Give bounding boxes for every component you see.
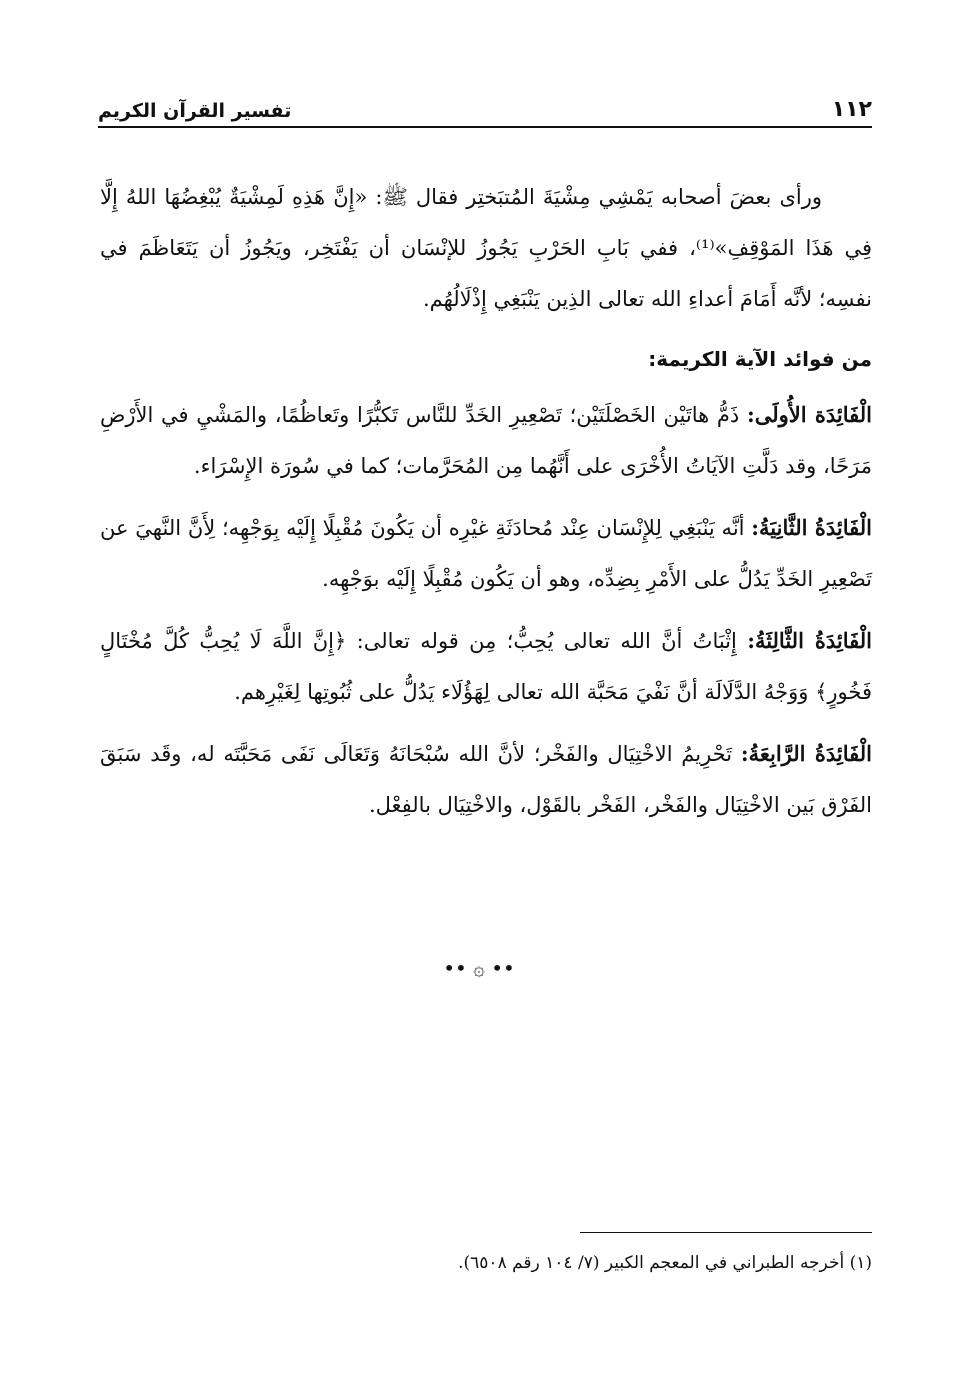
benefit-3 <box>100 615 872 718</box>
benefit-2 <box>100 502 872 605</box>
page-header <box>98 92 872 128</box>
page-body <box>100 172 872 831</box>
benefit-1-label: الْفَائِدَة الأُولَى: <box>746 402 872 427</box>
page-number: ١١٢ <box>831 97 872 122</box>
benefit-4-text: تَحْرِيمُ الاخْتِيَال والفَخْر؛ لأنَّ الله سُبْحَانَهُ وَتَعَالَى نَفَى مَحَبَّتَه له، وقَد سَبَقَ الفَرْق بَين الاخْتِيَال والفَخْر، الفَخْر بالقَوْل، والاخْتِيَال بالفِعْل. <box>100 742 872 817</box>
intro-paragraph: ورأى بعضَ أصحابه يَمْشِي مِشْيَةَ المُتبَختِر فقال ﷺ: «إِنَّ هَذِهِ لَمِشْيَةٌ يُبْغِضُهَا اللهُ إِلَّا فِي هَذَا المَوْقِفِ»⁽¹⁾، ففي بَابِ الحَرْبِ يَجُوزُ للإنْسَان أن يَفْتَخِر، ويَجُوزُ أن يَتَعَاظَمَ في نفسِه؛ لأنَّه أَمَامَ أعداءِ الله تعالى الذِين يَنْبَغِي إِذْلَالُهُم. <box>100 185 872 311</box>
footnote-divider <box>580 1232 872 1233</box>
benefit-1 <box>100 389 872 492</box>
running-title: تفسير القرآن الكريم <box>98 100 292 122</box>
benefit-3-label: الْفَائِدَةُ الثَّالِثَةُ: <box>747 628 872 653</box>
section-heading: من فوائد الآية الكريمة: <box>648 347 872 371</box>
benefit-3-text: إِثْبَاتُ أنَّ الله تعالى يُحِبُّ؛ مِن قوله تعالى: ﴿إِنَّ اللَّهَ لَا يُحِبُّ كُلَّ مُخْتَالٍ فَخُورٍ﴾ وَوَجْهُ الدَّلَالَة أنَّ نَفْيَ مَحَبَّة الله تعالى لِهَؤُلَاء يَدُلُّ على ثُبُوتِها لِغَيْرِهم. <box>100 629 872 704</box>
benefit-2-label: الْفَائِدَةُ الثَّانِيَةُ: <box>751 515 872 540</box>
footnote: (١) أخرجه الطبراني في المعجم الكبير (٧/ ١٠٤ رقم ٦٥٠٨). <box>458 1253 872 1273</box>
benefit-1-text: ذَمُّ هاتَيْن الخَصْلَتَيْن؛ تَصْعِيرِ الخَدِّ للنَّاس تَكبُّرًا وتَعاظُمًا، والمَشْيِ في الأَرْضِ مَرَحًا، وقد دَلَّتِ الآيَاتُ الأُخْرَى على أَنَّهُما مِن المُحَرَّمات؛ كما في سُورَة الإِسْرَاء. <box>100 403 872 478</box>
section-end-ornament: •• ۞ •• <box>443 956 515 980</box>
benefit-4-label: الْفَائِدَةُ الرَّابِعَةُ: <box>740 741 872 766</box>
benefit-4 <box>100 728 872 831</box>
benefit-2-text: أنَّه يَنْبَغِي لِلإِنْسَان عِنْد مُحادَثَةِ غيْرِه أن يَكُونَ مُقْبِلًا إِلَيْه بِوَجْهِه؛ لِأَنَّ النَّهيَ عن تَصْعِيرِ الخَدِّ يَدُلُّ على الأَمْرِ بِضِدِّه، وهو أن يَكُون مُقْبِلًا إِلَيْه بوَجْهِه. <box>100 516 872 591</box>
